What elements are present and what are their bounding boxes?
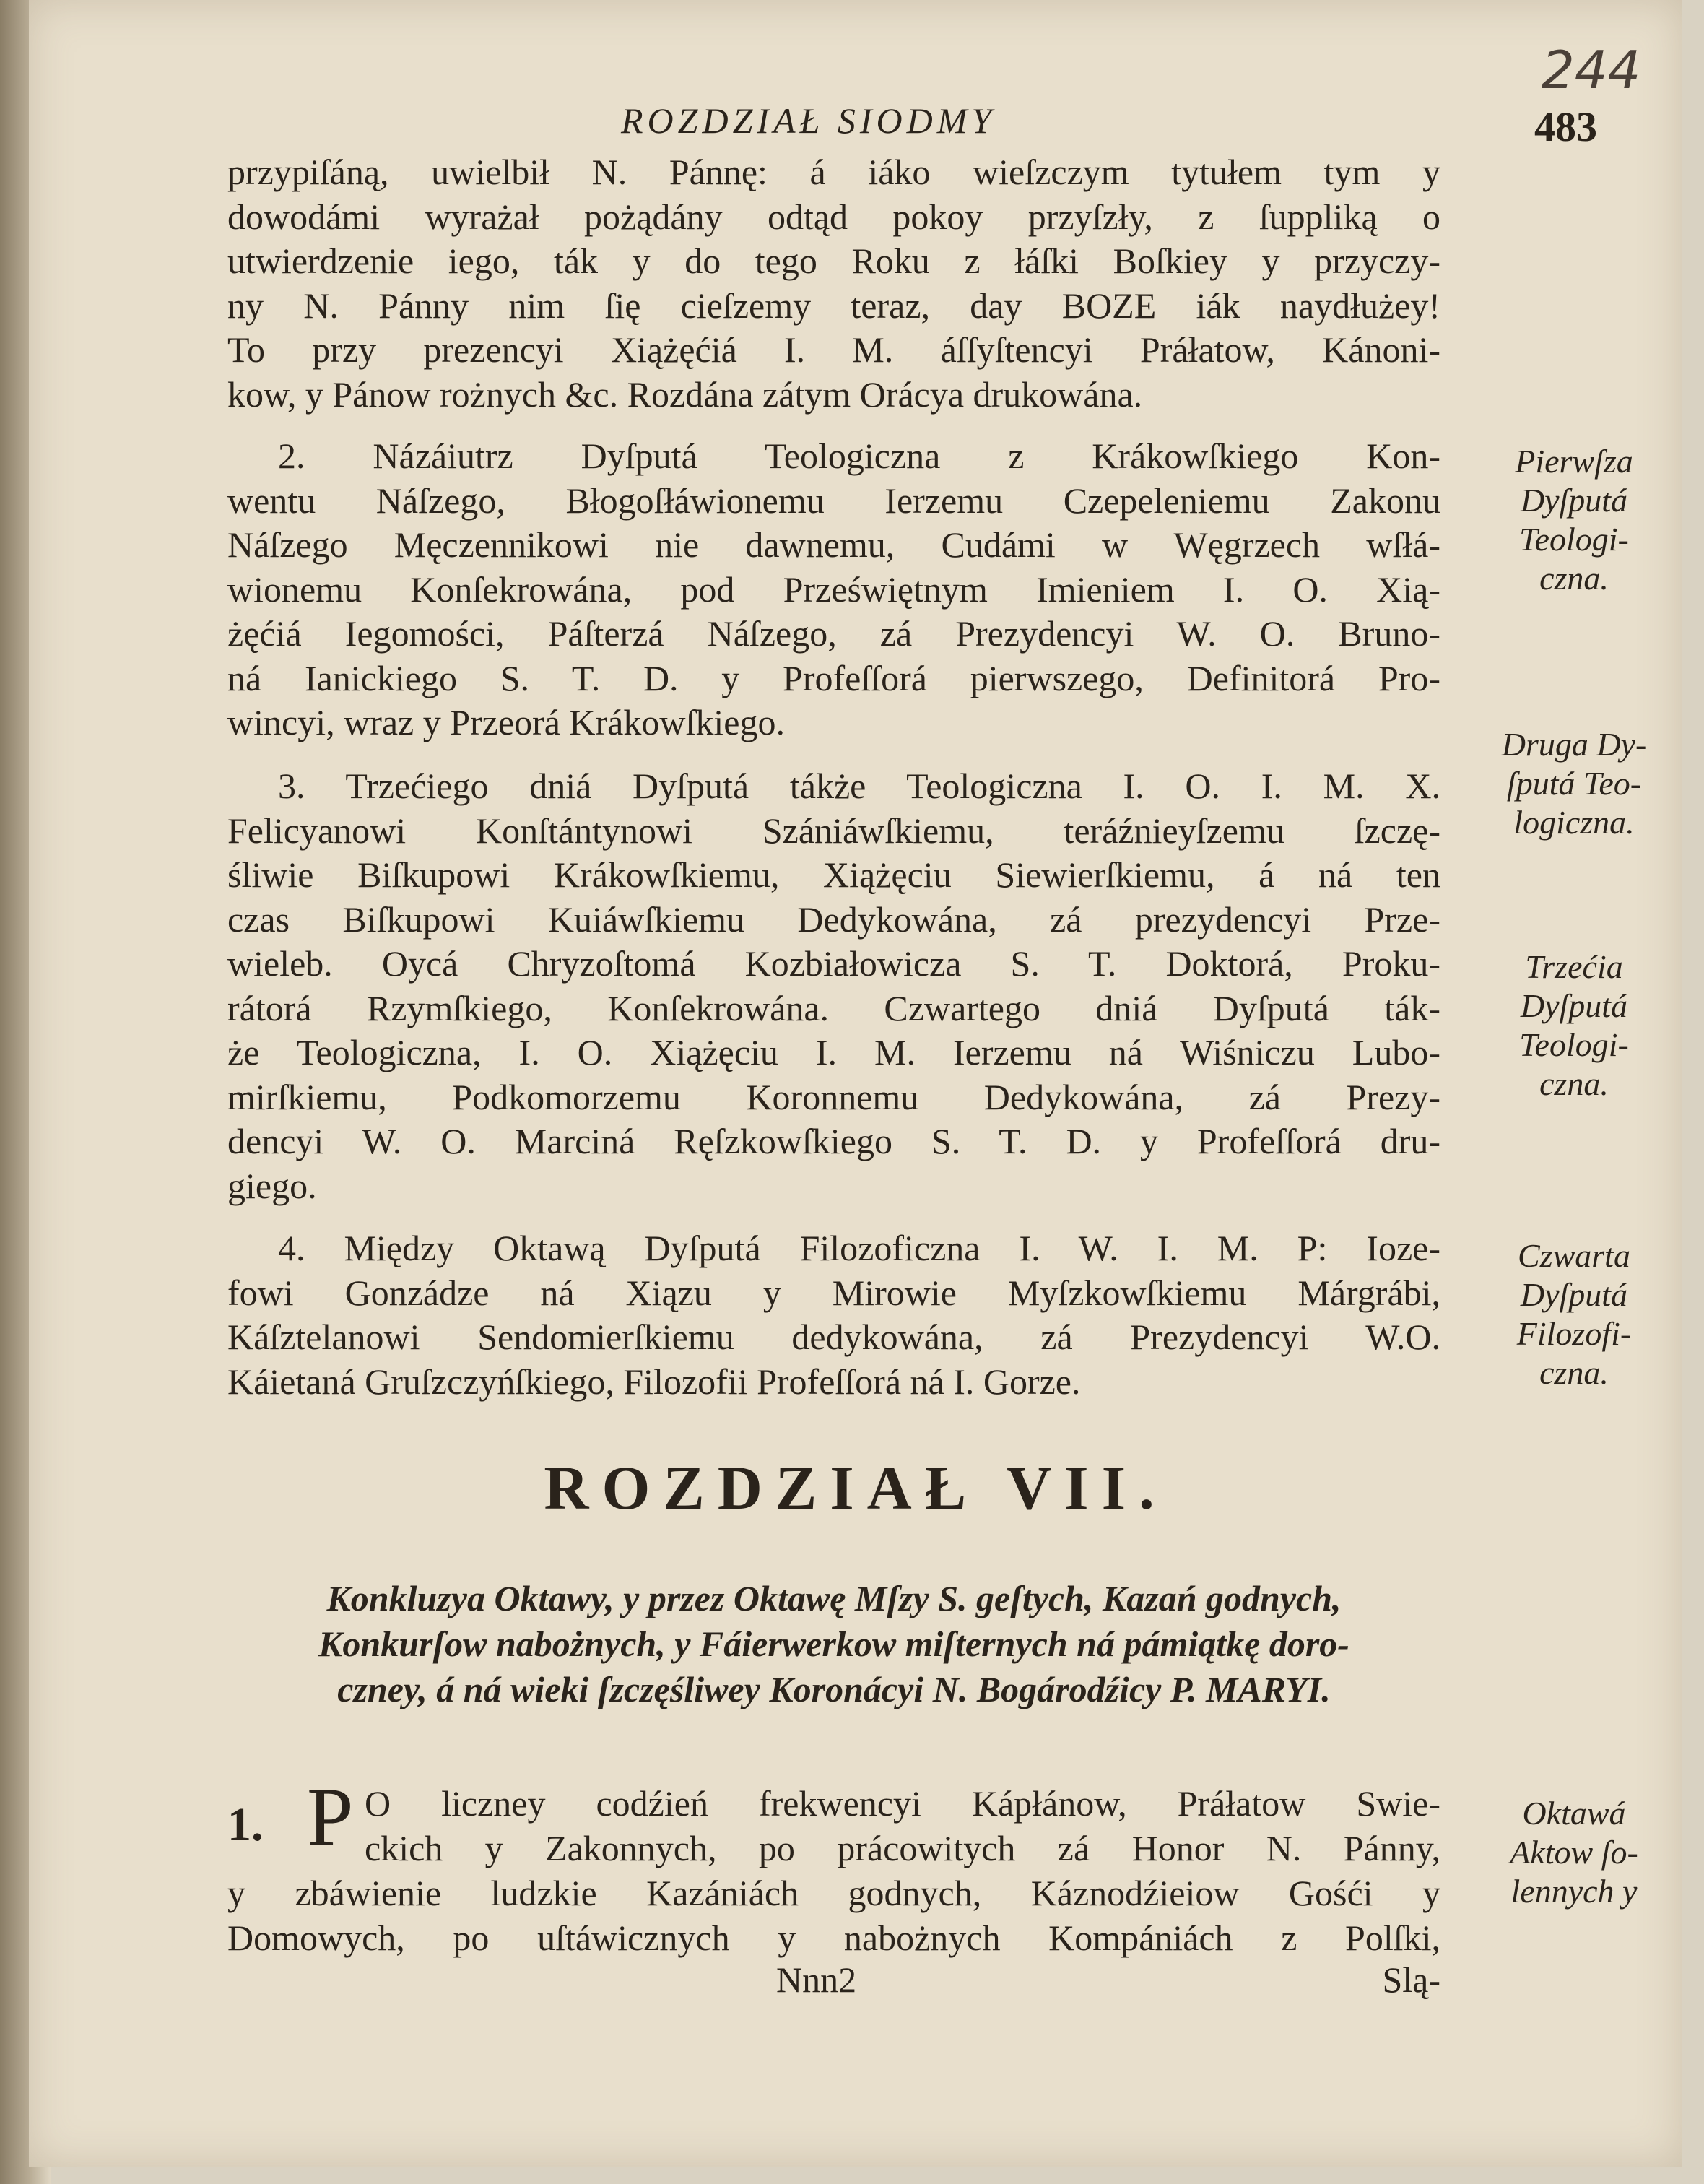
folio-number: 483 — [1534, 103, 1597, 150]
text-line: O liczney codźień frekwencyi Kápłánow, Práłatow Swie- — [365, 1783, 1440, 1824]
paragraph-number: 1. — [227, 1798, 264, 1851]
text-line: żęćiá Iegomości, Páſterzá Náſzego, zá Prezydencyi W. O. Bruno- — [227, 613, 1440, 654]
margin-note-druga: Druga Dy- ſputá Teo- logiczna. — [1501, 726, 1647, 841]
text-line: wincyi, wraz y Przeorá Krákowſkiego. — [227, 702, 785, 742]
paragraph-1 — [227, 1771, 1440, 1960]
text-line: 3. Trzećiego dniá Dyſputá tákże Teologiczna I. O. I. M. X. — [278, 766, 1440, 806]
text-line: wieleb. Oycá Chryzoſtomá Kozbiałowicza S. T. Doktorá, Proku- — [227, 943, 1440, 984]
summary-line: Konkurſow nabożnych, y Fáierwerkow miſternych ná pámiątkę doro- — [318, 1624, 1349, 1664]
text-line: że Teologiczna, I. O. Xiążęciu I. M. Ierzemu ná Wiśniczu Lubo- — [227, 1032, 1440, 1072]
paragraph-2 — [227, 434, 1440, 745]
text-line: ná Ianickiego S. T. D. y Profeſſorá pierwszego, Definitorá Pro- — [227, 657, 1440, 698]
text-line: dencyi W. O. Marciná Ręſzkowſkiego S. T. D. y Profeſſorá dru- — [227, 1121, 1440, 1161]
text-line: Felicyanowi Konſtántynowi Szániáwſkiemu, teráźnieyſzemu ſzczę- — [227, 810, 1440, 851]
text-line: czas Biſkupowi Kuiáwſkiemu Dedykowána, zá prezydencyi Prze- — [227, 898, 1440, 940]
margin-note-oktawa: Oktawá Aktow ſo- lennych y — [1510, 1795, 1638, 1910]
text-line: dowodámi wyrażał pożądány odtąd pokoy przyſzły, z ſuppliką o — [227, 196, 1440, 237]
text-line: Káſztelanowi Sendomierſkiemu dedykowána, zá Prezydencyi W.O. — [227, 1317, 1440, 1357]
margin-note-pierwsza: Pierwſza Dyſputá Teologi- czna. — [1515, 443, 1633, 597]
drop-cap: P — [307, 1771, 354, 1863]
text-line: To przy prezencyi Xiążęćiá I. M. áſſyſtencyi Práłatow, Kánoni- — [227, 329, 1440, 370]
text-line: przypiſáną, uwielbił N. Pánnę: á iáko wieſzczym tytułem tym y — [227, 152, 1440, 192]
book-page — [29, 0, 1682, 2167]
text-line: 2. Názáiutrz Dyſputá Teologiczna z Krákowſkiego Kon- — [278, 436, 1440, 476]
text-line: Domowych, po uſtáwicznych y nabożnych Kompániách z Polſki, — [227, 1918, 1440, 1958]
signature-mark: Nnn2 — [776, 1959, 857, 2000]
summary-line: Konkluzya Oktawy, y przez Oktawę Mſzy S. geſtych, Kazań godnych, — [326, 1578, 1342, 1618]
paragraph-3 — [227, 764, 1440, 1208]
margin-note-czwarta: Czwarta Dyſputá Filozofi- czna. — [1516, 1237, 1632, 1391]
text-line: wentu Náſzego, Błogoſłáwionemu Ierzemu Czepeleniemu Zakonu — [227, 480, 1440, 521]
catchword: Slą- — [1382, 1959, 1440, 2000]
text-line: ny N. Pánny nim ſię cieſzemy teraz, day BOZE iák naydłużey! — [227, 285, 1440, 326]
text-line: ckich y Zakonnych, po prácowitych zá Honor N. Pánny, — [365, 1828, 1440, 1868]
text-line: fowi Gonzádze ná Xiązu y Mirowie Myſzkowſkiemu Márgrábi, — [227, 1272, 1440, 1313]
text-line: 4. Między Oktawą Dyſputá Filozoficzna I. W. I. M. P: Ioze- — [278, 1228, 1440, 1268]
text-line: Náſzego Męczennikowi nie dawnemu, Cudámi w Węgrzech wſłá- — [227, 524, 1440, 565]
chapter-heading: ROZDZIAŁ VII. — [544, 1453, 1168, 1522]
text-line: rátorá Rzymſkiego, Konſekrowána. Czwartego dniá Dyſputá ták- — [227, 987, 1440, 1028]
margin-note-trzecia: Trzećia Dyſputá Teologi- czna. — [1519, 948, 1629, 1102]
text-line: Káietaná Gruſzczyńſkiego, Filozofii Profeſſorá ná I. Gorze. — [227, 1361, 1081, 1402]
paragraph-4 — [227, 1226, 1440, 1404]
chapter-summary — [227, 1576, 1440, 1712]
text-line: śliwie Biſkupowi Krákowſkiemu, Xiążęciu Siewierſkiemu, á ná ten — [227, 854, 1440, 895]
text-line: giego. — [227, 1165, 317, 1206]
text-line: mirſkiemu, Podkomorzemu Koronnemu Dedykowána, zá Prezy- — [227, 1076, 1440, 1117]
text-line: y zbáwienie ludzkie Kazániách godnych, Káznodźieiow Gośći y — [227, 1873, 1440, 1913]
manuscript-page-number: 244 — [1542, 40, 1641, 100]
text-block-opening — [227, 150, 1440, 417]
text-line: wionemu Konſekrowána, pod Przeświętnym Imieniem I. O. Xią- — [227, 568, 1440, 610]
summary-line: czney, á ná wieki ſzczęśliwey Koronácyi N. Bogárodźicy P. MARYI. — [337, 1669, 1331, 1710]
running-head: ROZDZIAŁ SIODMY — [621, 100, 996, 141]
text-line: kow, y Pánow rożnych &c. Rozdána zátym Orácya drukowána. — [227, 373, 1143, 415]
text-line: utwierdzenie iego, ták y do tego Roku z łáſki Boſkiey y przyczy- — [227, 240, 1440, 281]
